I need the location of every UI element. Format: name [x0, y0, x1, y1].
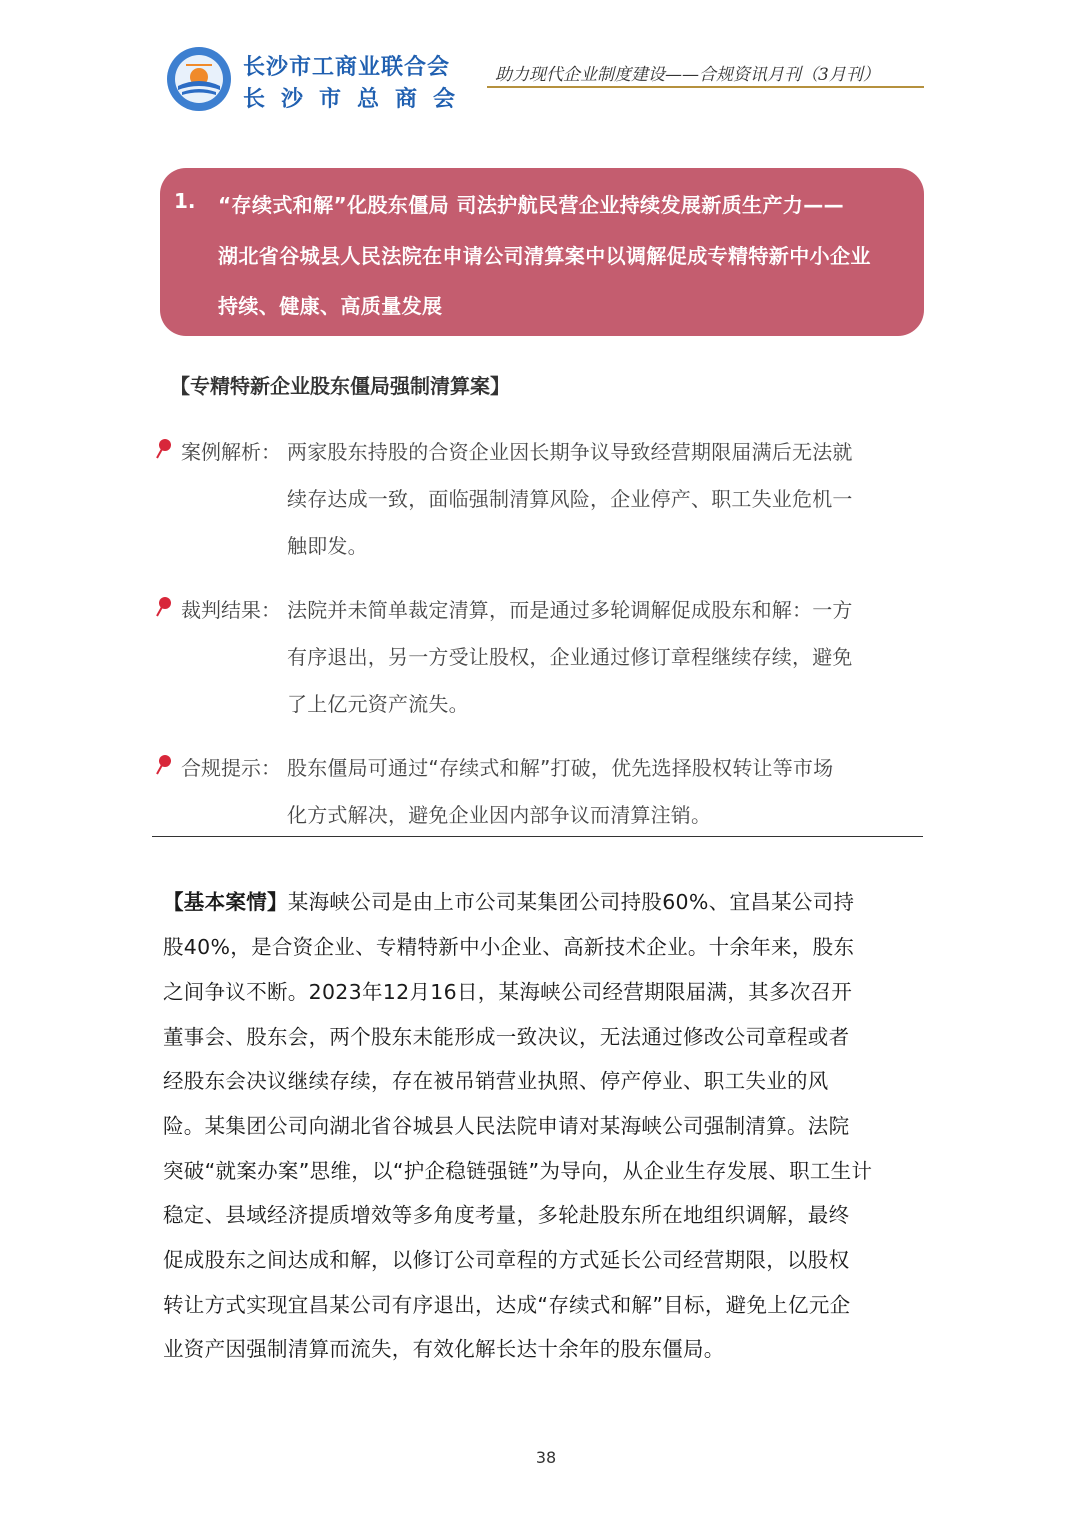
header-rule [487, 86, 924, 88]
bullet-text-line: 化方式解决，避免企业因内部争议而清算注销。 [287, 803, 712, 827]
basic-case-line: 董事会、股东会，两个股东未能形成一致决议，无法通过修改公司章程或者 [163, 1025, 850, 1049]
bullet-text-line: 法院并未简单裁定清算，而是通过多轮调解促成股东和解：一方 [287, 598, 853, 622]
basic-case-line: 稳定、县域经济提质增效等多角度考量，多轮赴股东所在地组织调解，最终 [163, 1203, 850, 1227]
bullet-text-line: 触即发。 [287, 534, 368, 558]
article-title-line: 持续、健康、高质量发展 [218, 294, 443, 318]
basic-case-line: 股40%，是合资企业、专精特新中小企业、高新技术企业。十余年来，股东 [163, 935, 855, 959]
basic-case-label: 【基本案情】 [163, 890, 288, 914]
page-header [0, 0, 1080, 130]
bullet-text-line: 了上亿元资产流失。 [287, 692, 469, 716]
basic-case-line: 险。某集团公司向湖北省谷城县人民法院申请对某海峡公司强制清算。法院 [163, 1114, 850, 1138]
bullet-label: 裁判结果： [181, 598, 281, 622]
basic-case-line: 转让方式实现宜昌某公司有序退出，达成“存续式和解”目标，避免上亿元企 [163, 1293, 851, 1317]
org-name-primary: 长沙市工商业联合会 [243, 55, 451, 80]
basic-case-line: 突破“就案办案”思维，以“护企稳链强链”为导向，从企业生存发展、职工生计 [163, 1159, 873, 1183]
bullet-text-line: 两家股东持股的合资企业因长期争议导致经营期限届满后无法就 [287, 440, 853, 464]
journal-title: 助力现代企业制度建设——合规资讯月刊（3月刊） [495, 65, 880, 85]
pushpin-icon [155, 438, 173, 460]
chamber-logo-icon [166, 46, 232, 112]
article-number: 1. [174, 189, 196, 213]
basic-case-line: 经股东会决议继续存续，存在被吊销营业执照、停产停业、职工失业的风 [163, 1069, 829, 1093]
org-name-secondary: 长沙市总商会 [243, 87, 472, 112]
bullet-label: 案例解析： [181, 440, 281, 464]
case-heading: 【专精特新企业股东僵局强制清算案】 [170, 374, 510, 398]
article-title-line: “存续式和解”化股东僵局 司法护航民营企业持续发展新质生产力—— [218, 193, 845, 217]
article-title-box [160, 168, 924, 336]
bullet-text-line: 续存达成一致，面临强制清算风险，企业停产、职工失业危机一 [287, 487, 853, 511]
bullet-label: 合规提示： [181, 756, 281, 780]
page-number: 38 [535, 1448, 557, 1467]
basic-case-line: 促成股东之间达成和解，以修订公司章程的方式延长公司经营期限，以股权 [163, 1248, 850, 1272]
basic-case-line [163, 885, 854, 915]
basic-case-text: 某海峡公司是由上市公司某集团公司持股60%、宜昌某公司持 [287, 890, 855, 914]
pushpin-icon [155, 754, 173, 776]
basic-case-line: 之间争议不断。2023年12月16日，某海峡公司经营期限届满，其多次召开 [163, 980, 853, 1004]
article-title-line: 湖北省谷城县人民法院在申请公司清算案中以调解促成专精特新中小企业 [218, 244, 871, 268]
bullet-text-line: 有序退出，另一方受让股权，企业通过修订章程继续存续，避免 [287, 645, 853, 669]
pushpin-icon [155, 596, 173, 618]
section-divider [152, 836, 923, 837]
basic-case-line: 业资产因强制清算而流失，有效化解长达十余年的股东僵局。 [163, 1337, 725, 1361]
bullet-text-line: 股东僵局可通过“存续式和解”打破，优先选择股权转让等市场 [287, 756, 834, 780]
